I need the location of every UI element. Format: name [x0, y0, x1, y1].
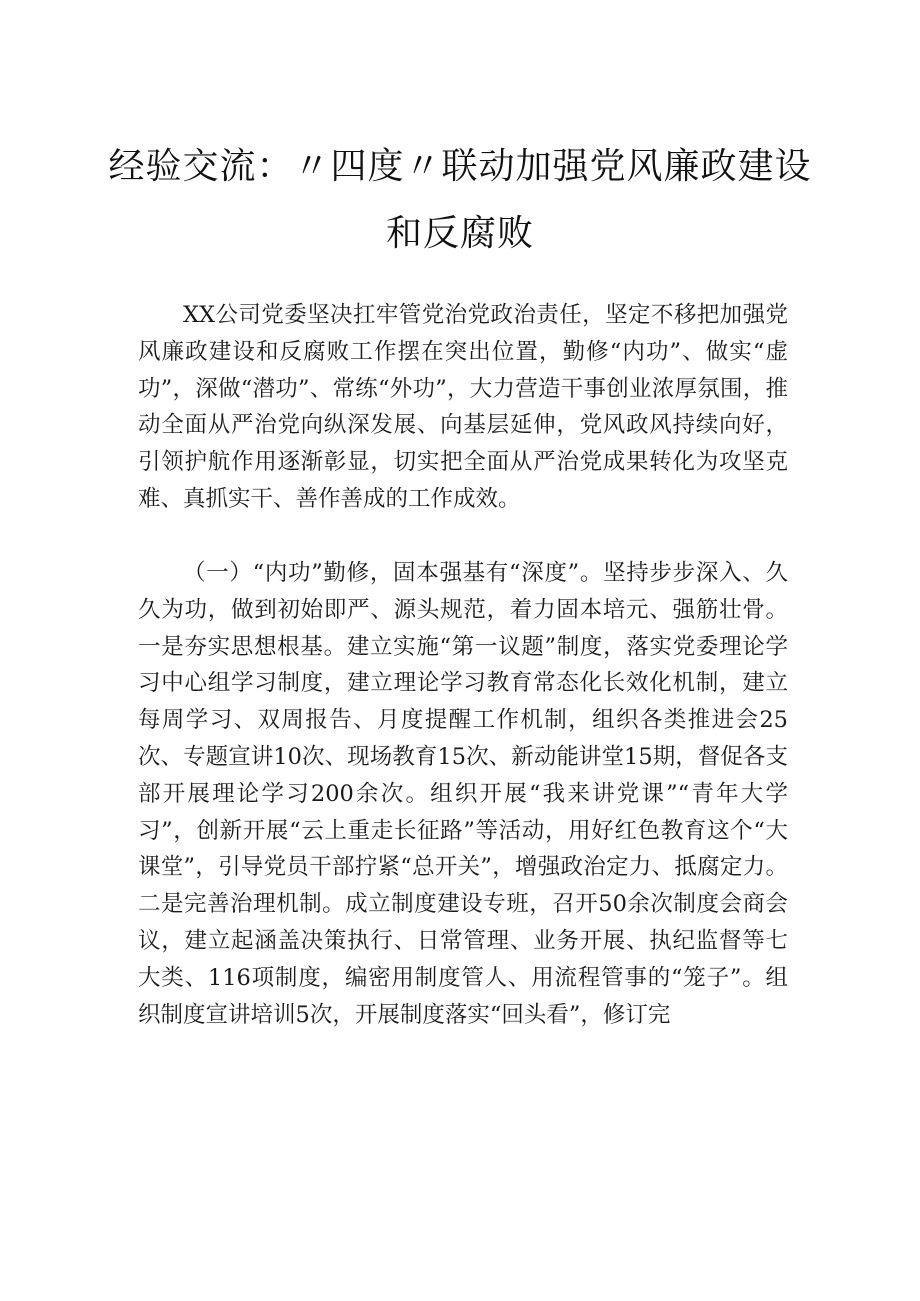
document-title-line-1: 经验交流：〃四度〃联动加强党风廉政建设	[108, 146, 812, 187]
paragraph-text: （一）“内功”勤修，固本强基有“深度”。坚持步步深入、久久为功，做到初始即严、源头规范，着力固本培元、强筋壮骨。一是夯实思想根基。建立实施“第一议题”制度，落实党委理论学习中心组学习制度，建立理论学习教育常态化长效化机制，建立每周学习、双周报告、月度提醒工作机制，组织各类推进会25次、专题宣讲10次、现场教育15次、新动能讲堂15期，督促各支部开展理论学习200余次。组织开展“我来讲党课”“青年大学习”，创新开展“云上重走长征路”等活动，用好红色教育这个“大课堂”，引导党员干部拧紧“总开关”，增强政治定力、抵腐定力。二是完善治理机制。成立制度建设专班，召开50余次制度会商会议，建立起涵盖决策执行、日常管理、业务开展、执纪监督等七大类、116项制度，编密用制度管人、用流程管事的“笼子”。组织制度宣讲培训5次，开展制度落实“回头看”，修订完	[138, 560, 788, 1028]
document-title-line-2: 和反腐败	[385, 213, 534, 254]
body-paragraph-1	[138, 297, 788, 518]
paragraph-text: XX公司党委坚决扛牢管党治党政治责任，坚定不移把加强党风廉政建设和反腐败工作摆在突出位置，勤修“内功”、做实“虚功”，深做“潜功”、常练“外功”，大力营造干事创业浓厚氛围，推动全面从严治党向纵深发展、向基层延伸，党风政风持续向好，引领护航作用逐渐彰显，切实把全面从严治党成果转化为攻坚克难、真抓实干、善作善成的工作成效。	[138, 302, 788, 512]
body-paragraph-2	[138, 555, 788, 1033]
